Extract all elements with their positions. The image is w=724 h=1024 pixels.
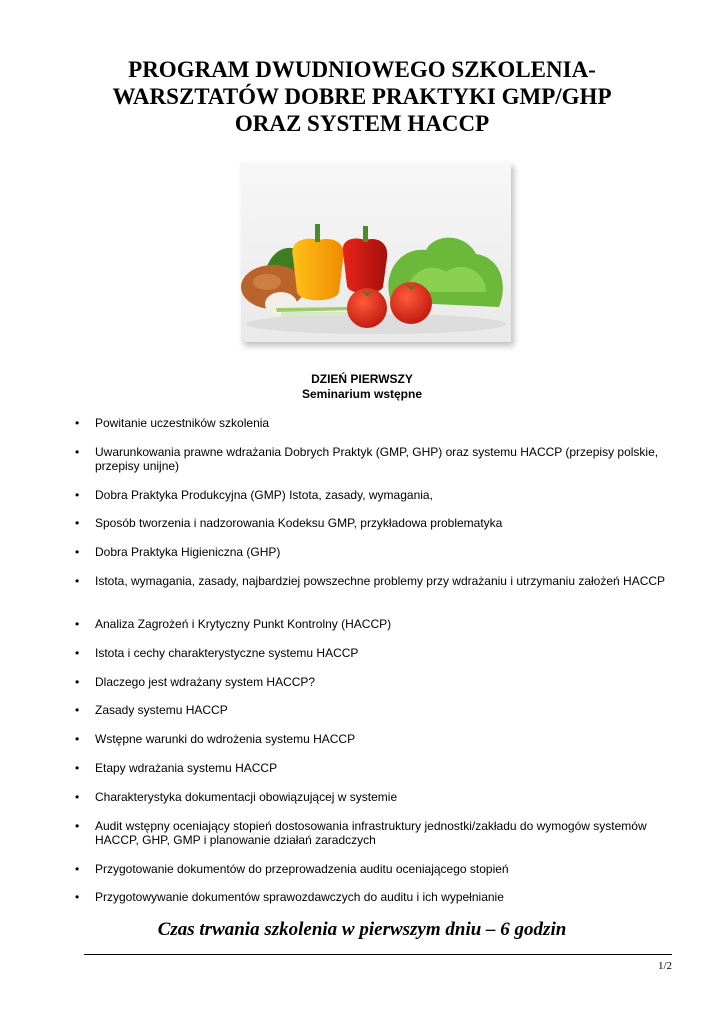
- footer-divider: [84, 954, 672, 955]
- day-heading-block: [60, 372, 664, 402]
- document-title: [60, 56, 664, 137]
- agenda-item: • Dobra Praktyka Higieniczna (GHP): [95, 545, 675, 559]
- day-heading: DZIEŃ PIERWSZY: [311, 372, 413, 386]
- agenda-item: • Istota, wymagania, zasady, najbardziej powszechne problemy przy wdrażaniu i utrzymaniu założeń HACCP: [95, 574, 675, 588]
- agenda-item: • Uwarunkowania prawne wdrażania Dobrych Praktyk (GMP, GHP) oraz systemu HACCP (przepisy polskie, przepisy unijne): [95, 445, 675, 473]
- duration-note: Czas trwania szkolenia w pierwszym dniu – 6 godzin: [157, 919, 567, 940]
- agenda-item: • Wstępne warunki do wdrożenia systemu HACCP: [95, 732, 675, 746]
- title-line: ORAZ SYSTEM HACCP: [234, 111, 490, 136]
- title-line: WARSZTATÓW DOBRE PRAKTYKI GMP/GHP: [112, 84, 612, 109]
- agenda-item: • Zasady systemu HACCP: [95, 703, 675, 717]
- agenda-item: • Sposób tworzenia i nadzorowania Kodeksu GMP, przykładowa problematyka: [95, 516, 675, 530]
- agenda-item: • Dlaczego jest wdrażany system HACCP?: [95, 675, 675, 689]
- agenda-item: • Charakterystyka dokumentacji obowiązującej w systemie: [95, 790, 675, 804]
- agenda-item: • Przygotowanie dokumentów do przeprowadzenia auditu oceniającego stopień: [95, 862, 675, 876]
- agenda-item: • Audit wstępny oceniający stopień dostosowania infrastruktury jednostki/zakładu do wymogów systemów HACCP, GHP, GMP i planowanie działań zaradczych: [95, 819, 675, 847]
- agenda-item: • Etapy wdrażania systemu HACCP: [95, 761, 675, 775]
- agenda-item: • Przygotowywanie dokumentów sprawozdawczych do auditu i ich wypełnianie: [95, 890, 675, 904]
- page-number: 1/2: [657, 960, 672, 972]
- agenda-item: • Istota i cechy charakterystyczne systemu HACCP: [95, 646, 675, 660]
- agenda-item: • Analiza Zagrożeń i Krytyczny Punkt Kontrolny (HACCP): [95, 617, 675, 631]
- title-line: PROGRAM DWUDNIOWEGO SZKOLENIA-: [128, 57, 596, 82]
- agenda-item: • Dobra Praktyka Produkcyjna (GMP) Istota, zasady, wymagania,: [95, 488, 675, 502]
- agenda-item: • Powitanie uczestników szkolenia: [95, 416, 675, 430]
- day-subheading: Seminarium wstępne: [301, 387, 423, 401]
- vegetables-photo: [241, 162, 511, 342]
